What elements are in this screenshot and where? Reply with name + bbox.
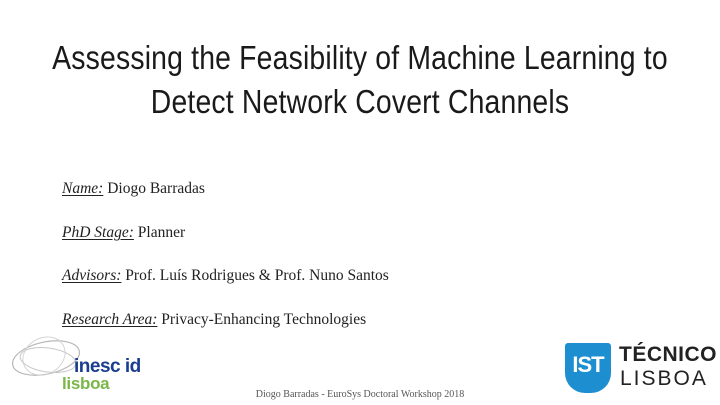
slide-footer: Diogo Barradas - EuroSys Doctoral Workshop 2018 <box>255 389 465 400</box>
info-phd-stage <box>62 224 185 242</box>
tecnico-logo-line1: TÉCNICO <box>619 343 717 366</box>
tecnico-lisboa-logo <box>565 343 715 393</box>
info-name-label: Name: <box>62 180 104 197</box>
slide-title-line1: Assessing the Feasibility of Machine Learning to <box>52 39 668 76</box>
ist-shield-mark: IST <box>572 352 604 377</box>
info-research-area-value: Privacy-Enhancing Technologies <box>161 311 367 328</box>
info-name-value: Diogo Barradas <box>107 180 205 197</box>
info-advisors <box>62 267 389 285</box>
tecnico-logo-line2: LISBOA <box>620 367 708 390</box>
info-research-area-label: Research Area: <box>62 311 158 328</box>
inesc-logo-line2: lisboa <box>62 374 110 393</box>
slide-title <box>50 36 669 124</box>
info-advisors-value: Prof. Luís Rodrigues & Prof. Nuno Santos <box>125 267 389 284</box>
slide-title-line2: Detect Network Covert Channels <box>150 83 570 120</box>
info-research-area <box>62 311 366 329</box>
info-name <box>62 180 205 198</box>
info-phd-stage-label: PhD Stage: <box>62 224 134 241</box>
inesc-logo-line1: inesc id <box>74 356 141 377</box>
ist-shield-icon <box>565 343 611 393</box>
info-advisors-label: Advisors: <box>62 267 122 284</box>
info-phd-stage-value: Planner <box>137 224 186 241</box>
